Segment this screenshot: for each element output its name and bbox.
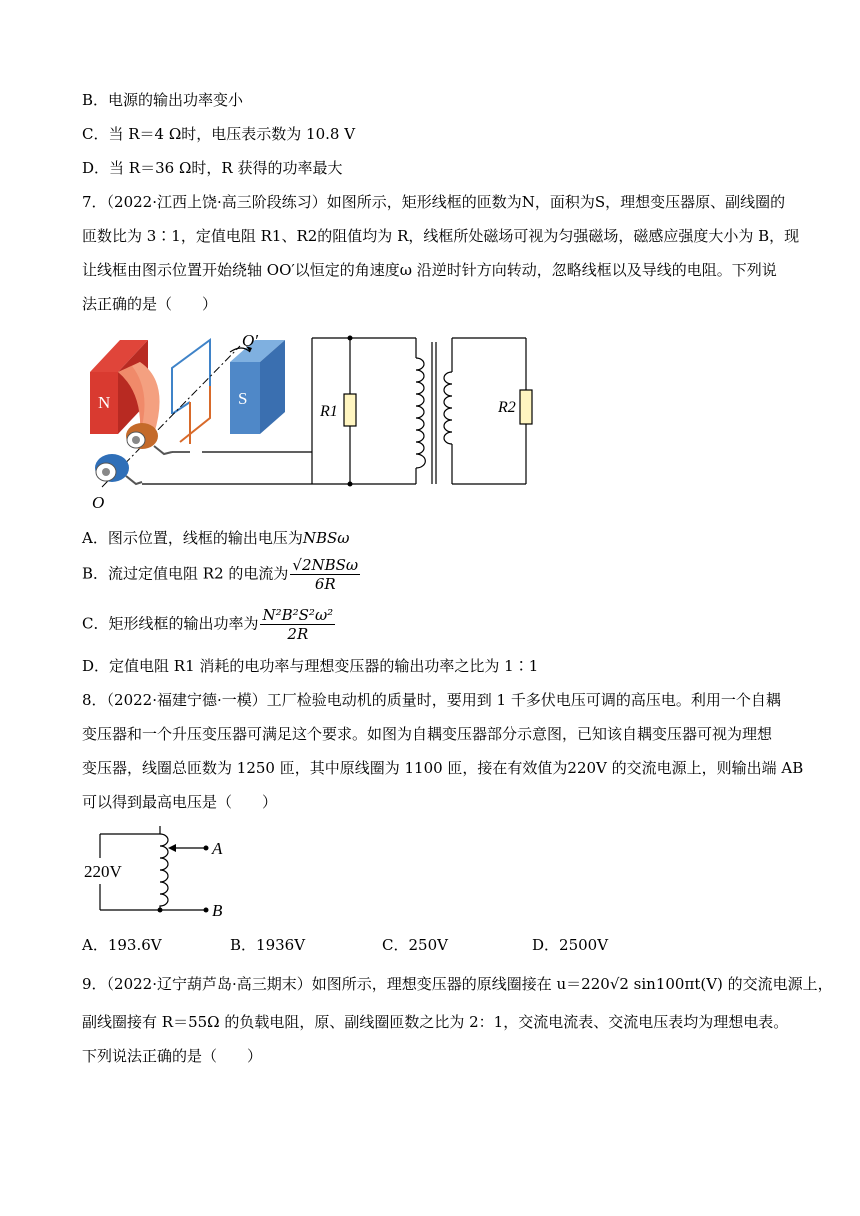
q8-stem-line1: 8．（2022·福建宁德·一模）工厂检验电动机的质量时，要用到 1 千多伏电压可调的高压电。利用一个自耦 [82, 691, 781, 709]
q7-option-b-fraction: $\frac{\text{√2NBSω}}{6R}$ [292, 556, 359, 593]
q6-option-c: C．当 R＝4 Ω时，电压表示数为 10.8 V [82, 125, 356, 143]
magnet-s-pole [230, 340, 285, 434]
svg-text:O′: O′ [242, 331, 258, 350]
q8-option-c: C．250V [382, 936, 448, 954]
svg-text:R1: R1 [320, 403, 338, 420]
q8-stem-line3: 变压器，线圈总匝数为 1250 匝，其中原线圈为 1100 匝，接在有效值为220V 的交流电源上，则输出端 AB [82, 759, 804, 777]
autotransformer-coil [160, 834, 168, 910]
q9-stem-line3: 下列说法正确的是（ ） [82, 1047, 263, 1065]
q8-option-d: D．2500V [532, 936, 609, 954]
q8-stem-line2: 变压器和一个升压变压器可满足这个要求。如图为自耦变压器部分示意图，已知该自耦变压器可视为理想 [82, 725, 773, 743]
resistor-r1 [344, 394, 356, 426]
slip-ring-orange [126, 423, 158, 449]
magnet-n-pole [90, 340, 160, 434]
q6-option-d: D．当 R＝36 Ω时，R 获得的功率最大 [82, 159, 343, 177]
q7-stem-line2: 匝数比为 3∶1，定值电阻 R1、R2的阻值均为 R，线框所处磁场可视为匀强磁场，磁感应强度大小为 B，现 [82, 227, 800, 245]
slider-arrow-icon [168, 844, 176, 852]
svg-text:N: N [98, 393, 111, 412]
svg-text:A: A [212, 839, 223, 858]
svg-text:S: S [238, 389, 248, 408]
q8-autotransformer-figure [80, 820, 250, 922]
q7-stem-line4: 法正确的是（ ） [82, 295, 218, 313]
q7-option-d: D．定值电阻 R1 消耗的电功率与理想变压器的输出功率之比为 1∶1 [82, 657, 539, 675]
q7-option-b: B．流过定值电阻 R2 的电流为 $\frac{\text{√2NBSω}}{6R}$ [82, 556, 359, 593]
q8-stem-line4: 可以得到最高电压是（ ） [82, 793, 278, 811]
slip-ring-blue [95, 454, 129, 482]
svg-text:R2: R2 [498, 399, 516, 416]
svg-text:B: B [212, 901, 223, 920]
q8-option-b: B．1936V [230, 936, 306, 954]
svg-text:O: O [92, 493, 105, 512]
q8-option-a: A．193.6V [82, 936, 162, 954]
svg-text:220V: 220V [84, 862, 122, 881]
primary-coil [416, 358, 425, 468]
resistor-r2 [520, 390, 532, 424]
q7-option-c-fraction: $\frac{\text{N²B²S²ω²}}{2R}$ [262, 606, 334, 643]
q7-stem-line1: 7．（2022·江西上饶·高三阶段练习）如图所示，矩形线框的匝数为N，面积为S，理想变压器原、副线圈的 [82, 193, 786, 211]
q6-option-b: B．电源的输出功率变小 [82, 91, 244, 109]
rectangular-coil [172, 340, 210, 444]
secondary-coil [444, 372, 452, 444]
q7-option-c: C．矩形线框的输出功率为 $\frac{\text{N²B²S²ω²}}{2R}$ [82, 606, 334, 643]
q7-generator-transformer-figure [80, 322, 550, 517]
q9-stem-line1: 9．（2022·辽宁葫芦岛·高三期末）如图所示，理想变压器的原线圈接在 u＝220√2 sin100πt(V) 的交流电源上， [82, 975, 833, 993]
q7-stem-line3: 让线框由图示位置开始绕轴 OO′以恒定的角速度ω 沿逆时针方向转动，忽略线框以及导线的电阻。下列说 [82, 261, 777, 279]
q7-option-a: A．图示位置，线框的输出电压为NBSω [82, 529, 350, 547]
q9-stem-line2: 副线圈接有 R＝55Ω 的负载电阻，原、副线圈匝数之比为 2：1，交流电流表、交流电压表均为理想电表。 [82, 1013, 789, 1031]
